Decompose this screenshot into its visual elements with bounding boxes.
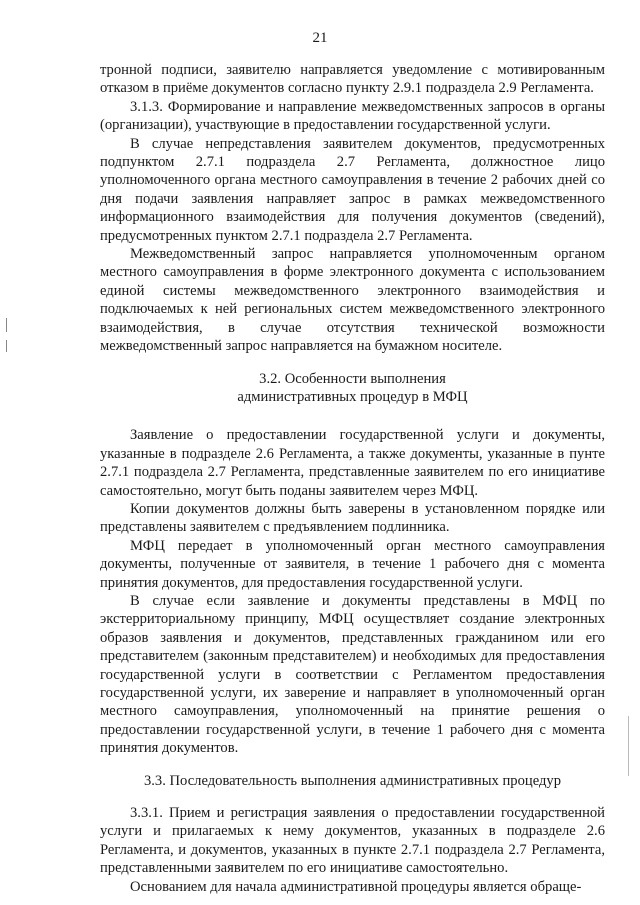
page-number: 21	[312, 30, 328, 46]
paragraph: МФЦ передает в уполномоченный орган местного самоуправления документы, полученные от заявителя, в течение 1 рабочего дня с момента принятия документов, для предоставления государственной услуги.	[100, 537, 605, 591]
section-heading: 3.2. Особенности выполнения	[259, 370, 446, 387]
scan-edge-mark	[6, 340, 7, 352]
section-heading: административных процедур в МФЦ	[237, 388, 468, 405]
paragraph: В случае если заявление и документы представлены в МФЦ по экстерриториальному принципу, МФЦ осуществляет создание электронных образов заявления и документов, представленных гражданином или его представителем (законным представителем) и необходимых для предоставления государственной услуги в соответствии с Регламентом предоставления государственной услуги, их заверение и направляет в уполномоченный орган местного самоуправления, уполномоченный на принятие решения о предоставлении государственной услуги, в течение 1 рабочего дня с момента принятия документов.	[100, 592, 605, 757]
section-heading: 3.3. Последовательность выполнения административных процедур	[143, 772, 562, 789]
paragraph: Копии документов должны быть заверены в установленном порядке или представлены заявителем с предъявлением подлинника.	[100, 500, 605, 536]
paragraph: Межведомственный запрос направляется уполномоченным органом местного самоуправления в форме электронного документа с использованием единой системы межведомственного электронного взаимодействия и подключаемых к ней региональных систем межведомственного электронного взаимодействия, в случае отсутствия технической возможности межведомственный запрос направляется на бумажном носителе.	[100, 246, 605, 355]
paragraph: Заявление о предоставлении государственной услуги и документы, указанные в подразделе 2.6 Регламента, а также документы, указанные в пунте 2.7.1 подраздела 2.7 Регламента, представленные заявителем по его инициативе самостоятельно, могут быть поданы заявителем через МФЦ.	[100, 427, 605, 499]
document-body	[100, 61, 605, 896]
paragraph: тронной подписи, заявителю направляется уведомление с мотивированным отказом в приёме документов согласно пункту 2.9.1 подраздела 2.9 Регламента.	[100, 62, 605, 97]
scan-edge-mark	[628, 716, 629, 776]
paragraph: В случае непредставления заявителем документов, предусмотренных подпунктом 2.7.1 подраздела 2.7 Регламента, должностное лицо уполномоченного органа местного самоуправления в течение 2 рабочих дней со дня подачи заявления направляет запрос в рамках межведомственного информационного взаимодействия для получения документов (сведений), предусмотренных пунктом 2.7.1 подраздела 2.7 Регламента.	[100, 135, 605, 244]
scan-edge-mark	[6, 318, 7, 332]
paragraph: Основанием для начала административной процедуры является обраще-	[130, 878, 582, 895]
paragraph: 3.1.3. Формирование и направление межведомственных запросов в органы (организации), участвующие в предоставлении государственной услуги.	[100, 98, 605, 134]
paragraph: 3.3.1. Прием и регистрация заявления о предоставлении государственной услуги и прилагаемых к нему документов, указанных в подразделе 2.6 Регламента, и документов, указанных в пункте 2.7.1 подраздела 2.7 Регламента, представленными заявителем по его инициативе самостоятельно.	[100, 805, 605, 877]
